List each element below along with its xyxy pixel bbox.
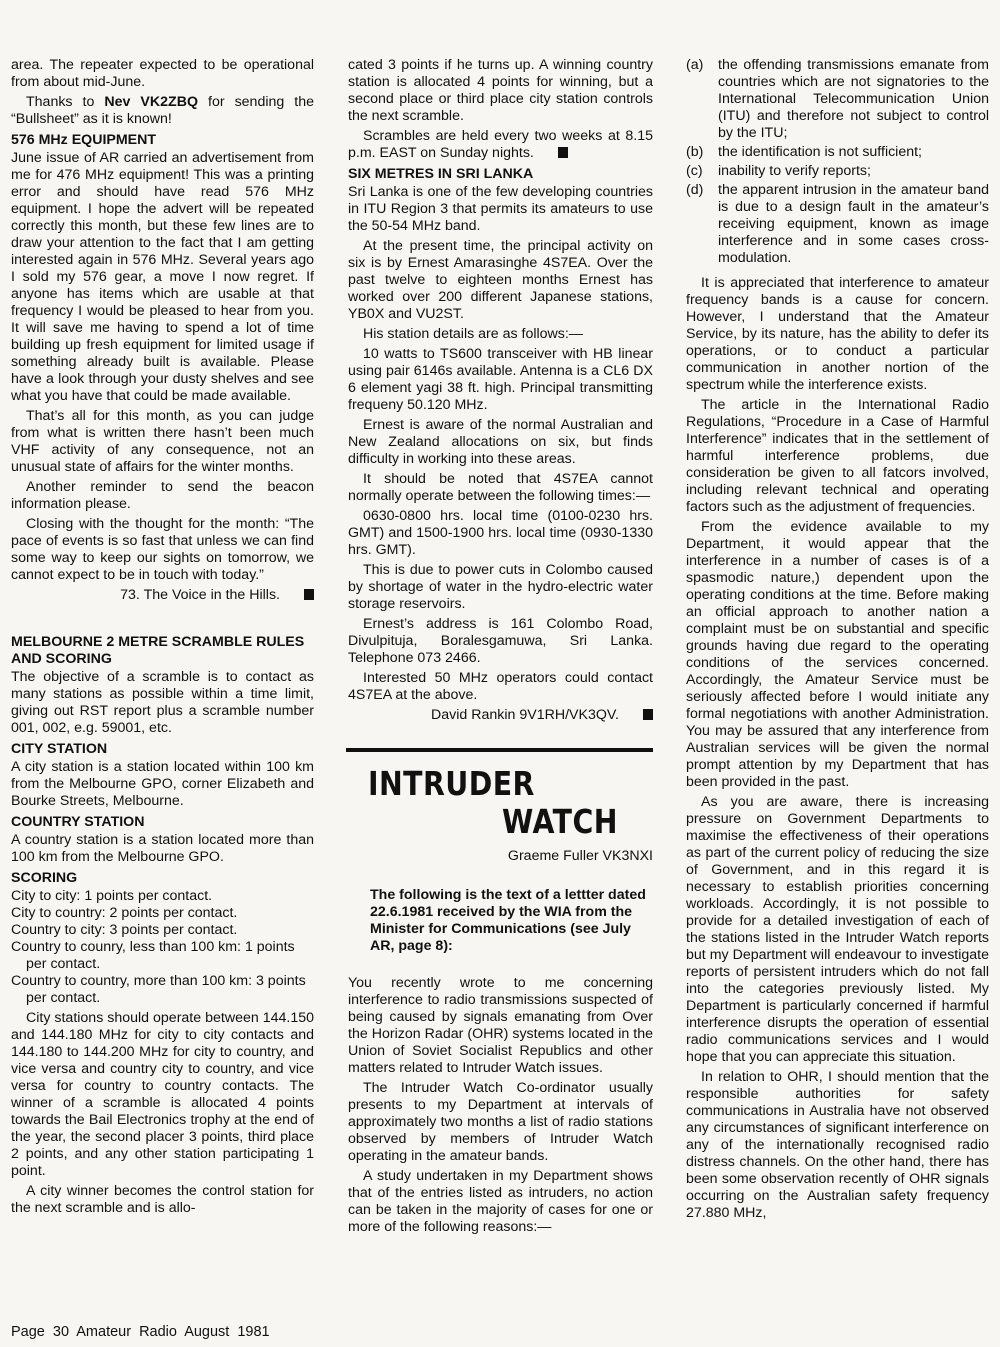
paragraph: From the evidence available to my Department, it would appear that the interference in a number of cases is of a spasmodic nature,) dependent upon the operating conditions at the time. Before making an official approach to another nation a complaint must be on substantial and specific grounds having due regard to the operating conditions of the services concerned. Accordingly, the Amateur Service must be seriously affected before I would initiate any formal negotiations with another Administration. You may be assured that any interference from Australian services will be given the normal prompt attention by my Department that has been provided in the past. (686, 519, 989, 790)
paragraph: That’s all for this month, as you can judge from what is written there hasn’t been much VHF activity of any consequence, not an unusual state of affairs for the winter months. (11, 408, 314, 475)
paragraph: A country station is a station located more than 100 km from the Melbourne GPO. (11, 832, 314, 865)
end-mark-icon (558, 147, 568, 158)
paragraph: It is appreciated that interference to amateur frequency bands is a cause for concern. However, I understand that the Amateur Service, by its nature, has the ability to defer its operations, or to conduct a particular communication in another nortion of the spectrum while the interference exists. (686, 275, 989, 393)
end-mark-icon (643, 709, 653, 720)
article-title-line1: INTRUDER (368, 764, 535, 803)
scoring-line: City to country: 2 points per contact. (11, 905, 238, 921)
spacer (11, 608, 314, 630)
list-text: the identification is not sufficient; (718, 144, 923, 160)
paragraph: Sri Lanka is one of the few developing countries in ITU Region 3 that permits its amateurs to use the 50-54 MHz band. (348, 184, 653, 234)
list-item (686, 163, 989, 180)
scoring-line: Country to counry, less than 100 km: 1 points per contact. (11, 939, 295, 972)
paragraph: Another reminder to send the beacon information please. (11, 479, 314, 512)
paragraph: The Intruder Watch Co-ordinator usually presents to my Department at intervals of approximately two months a list of radio stations observed by members of Intruder Watch operating in the amateur bands. (348, 1080, 653, 1164)
paragraph: 0630-0800 hrs. local time (0100-0230 hrs. GMT) and 1500-1900 hrs. local time (0930-1330 hrs. GMT). (348, 508, 653, 558)
byline: Graeme Fuller VK3NXI (507, 848, 653, 864)
section-divider (346, 748, 653, 752)
list-label: (c) (686, 163, 703, 179)
end-mark-icon (304, 589, 314, 600)
list-text: inability to verify reports; (718, 163, 871, 179)
paragraph: Ernest’s address is 161 Colombo Road, Divulpituja, Boralesgamuwa, Sri Lanka. Telephone 073 2466. (348, 616, 653, 666)
section-heading: SIX METRES IN SRI LANKA (348, 166, 534, 182)
text-run: Thanks to (26, 94, 105, 110)
paragraph: You recently wrote to me concerning interference to radio transmissions suspected of being caused by signals emanating from Over the Horizon Radar (OHR) systems located in the Union of Soviet Socialist Republics and other matters related to Intruder Watch issues. (348, 975, 653, 1076)
article-title-line2: WATCH (502, 802, 618, 841)
column-left (11, 57, 314, 1220)
paragraph (11, 94, 314, 128)
paragraph: A city winner becomes the control station for the next scramble and is allo- (11, 1183, 314, 1216)
section-heading: COUNTRY STATION (11, 814, 145, 830)
paragraph: As you are aware, there is increasing pressure on Government Departments to maximise the effectiveness of their operations as part of the current policy of reducing the size of Government, and in this regard it is necessary to establish priorities concerning workloads. Accordingly, it is not possible to provide for a detailed investigation of each of the stations listed in the Intruder Watch reports but my Department will endeavour to investigate reports of persistent intruders which do not fall into the categories previously listed. My Department is particularly concerned if harmful interference disrupts the operation of essential radio communications services and I would hope that you can appreciate this situation. (686, 794, 989, 1065)
section-heading: SCORING (11, 870, 78, 886)
paragraph: cated 3 points if he turns up. A winning country station is allocated 4 points for winning, but a second place or third place city station controls the next scramble. (348, 57, 653, 124)
paragraph: Ernest is aware of the normal Australian and New Zealand allocations on six, but finds difficulty in working into these areas. (348, 417, 653, 467)
list-item (686, 144, 989, 161)
list-text: the offending transmissions emanate from countries which are not signatories to the International Telecommunication Union (ITU) and therefore not subject to control by the ITU; (718, 57, 989, 141)
column-right (686, 57, 989, 1225)
paragraph: area. The repeater expected to be operational from about mid-June. (11, 57, 314, 90)
section-heading: MELBOURNE 2 METRE SCRAMBLE RULES AND SCORING (11, 634, 305, 667)
signoff (11, 587, 314, 604)
paragraph: City stations should operate between 144.150 and 144.180 MHz for city to city contacts and 144.180 to 144.200 MHz for city to country, and vice versa and country city to country, and vice versa for country to country contacts. The winner of a scramble is allocated 4 points towards the Bail Electronics trophy at the end of the year, the second placer 3 points, third place 2 points, and any other station participating 1 point. (11, 1010, 314, 1179)
paragraph: The objective of a scramble is to contact as many stations as possible within a time limit, giving out RST report plus a scramble number 001, 002, e.g. 59001, etc. (11, 669, 314, 736)
scoring-line: Country to country, more than 100 km: 3 points per contact. (11, 973, 306, 1006)
paragraph: Closing with the thought for the month: “The pace of events is so fast that unless we can find some way to keep our sights on tomorrow, we cannot expect to be in touch with today.” (11, 516, 314, 583)
paragraph: June issue of AR carried an advertisement from me for 476 MHz equipment! This was a printing error and should have read 576 MHz equipment. I hope the advert will be repeated correctly this month, but these few lines are to draw your attention to the fact that I am getting interested again in 576 MHz. Several years ago I sold my 576 gear, a move I now regret. If anyone has items which are usable at that frequency I would be pleased to hear from you. It will save me having to spend a lot of time building up fresh equipment for limited usage if something already built is available. Please have a look through your dusty shelves and see what you have that could be made available. (11, 150, 314, 404)
text-run: Scrambles are held every two weeks at 8.15 p.m. EAST on Sunday nights. (348, 128, 653, 161)
section-heading: 576 MHz EQUIPMENT (11, 132, 157, 148)
section-heading: CITY STATION (11, 741, 108, 757)
page-footer: Page 30 Amateur Radio August 1981 (11, 1324, 270, 1340)
list-label: (b) (686, 144, 704, 160)
paragraph: At the present time, the principal activity on six is by Ernest Amarasinghe 4S7EA. Over the past twelve to eighteen months Ernest has worked over 200 different Japanese stations, YB0X and VU2ST. (348, 238, 653, 322)
signoff-text: David Rankin 9V1RH/VK3QV. (431, 707, 619, 723)
list-label: (a) (686, 57, 704, 73)
paragraph (348, 128, 653, 162)
list-label: (d) (686, 182, 704, 198)
column-middle (348, 57, 653, 1239)
intro-bold: The following is the text of a lettter dated 22.6.1981 received by the WIA from the Minister for Communications (see July AR, page 8): (370, 887, 646, 954)
list-item (686, 182, 989, 267)
paragraph: The article in the International Radio Regulations, “Procedure in a Case of Harmful Interference” indicates that in the settlement of harmful interference problems, due consideration be given to all fatcors involved, including relevant technical and operating factors such as the adjustment of frequencies. (686, 397, 989, 515)
list-item (686, 57, 989, 142)
paragraph: 10 watts to TS600 transceiver with HB linear using pair 6146s available. Antenna is a CL6 DX 6 element yagi 38 ft. high. Principal transmitting frequeny 50.120 MHz. (348, 346, 653, 413)
list-text: the apparent intrusion in the amateur band is due to a design fault in the amateur’s receiving equipment, known as image interference and in some cases cross-modulation. (718, 182, 989, 266)
signoff-text: 73. The Voice in the Hills. (120, 587, 280, 603)
paragraph: His station details are as follows:— (363, 326, 583, 342)
scoring-line: Country to city: 3 points per contact. (11, 922, 238, 938)
paragraph: In relation to OHR, I should mention that the responsible authorities for safety communications in Australia have not observed any circumstances of significant interference on any of the internationally recognised radio distress channels. On the other hand, there has been some observation recently of OHR signals occurring on the Australian safety frequency 27.880 MHz, (686, 1069, 989, 1221)
text-run: for sending the “Bullsheet” as it is known! (11, 94, 314, 127)
paragraph: It should be noted that 4S7EA cannot normally operate between the following times:— (348, 471, 653, 504)
paragraph: A study undertaken in my Department shows that of the entries listed as intruders, no action can be taken in the majority of cases for one or more of the following reasons:— (348, 1168, 653, 1235)
signoff (348, 707, 653, 724)
scoring-line: City to city: 1 points per contact. (11, 888, 213, 904)
paragraph: This is due to power cuts in Colombo caused by shortage of water in the hydro-electric water storage reservoirs. (348, 562, 653, 612)
paragraph: Interested 50 MHz operators could contact 4S7EA at the above. (348, 670, 653, 703)
callsign-bold: Nev VK2ZBQ (104, 94, 198, 110)
paragraph: A city station is a station located within 100 km from the Melbourne GPO, corner Elizabeth and Bourke Streets, Melbourne. (11, 759, 314, 809)
